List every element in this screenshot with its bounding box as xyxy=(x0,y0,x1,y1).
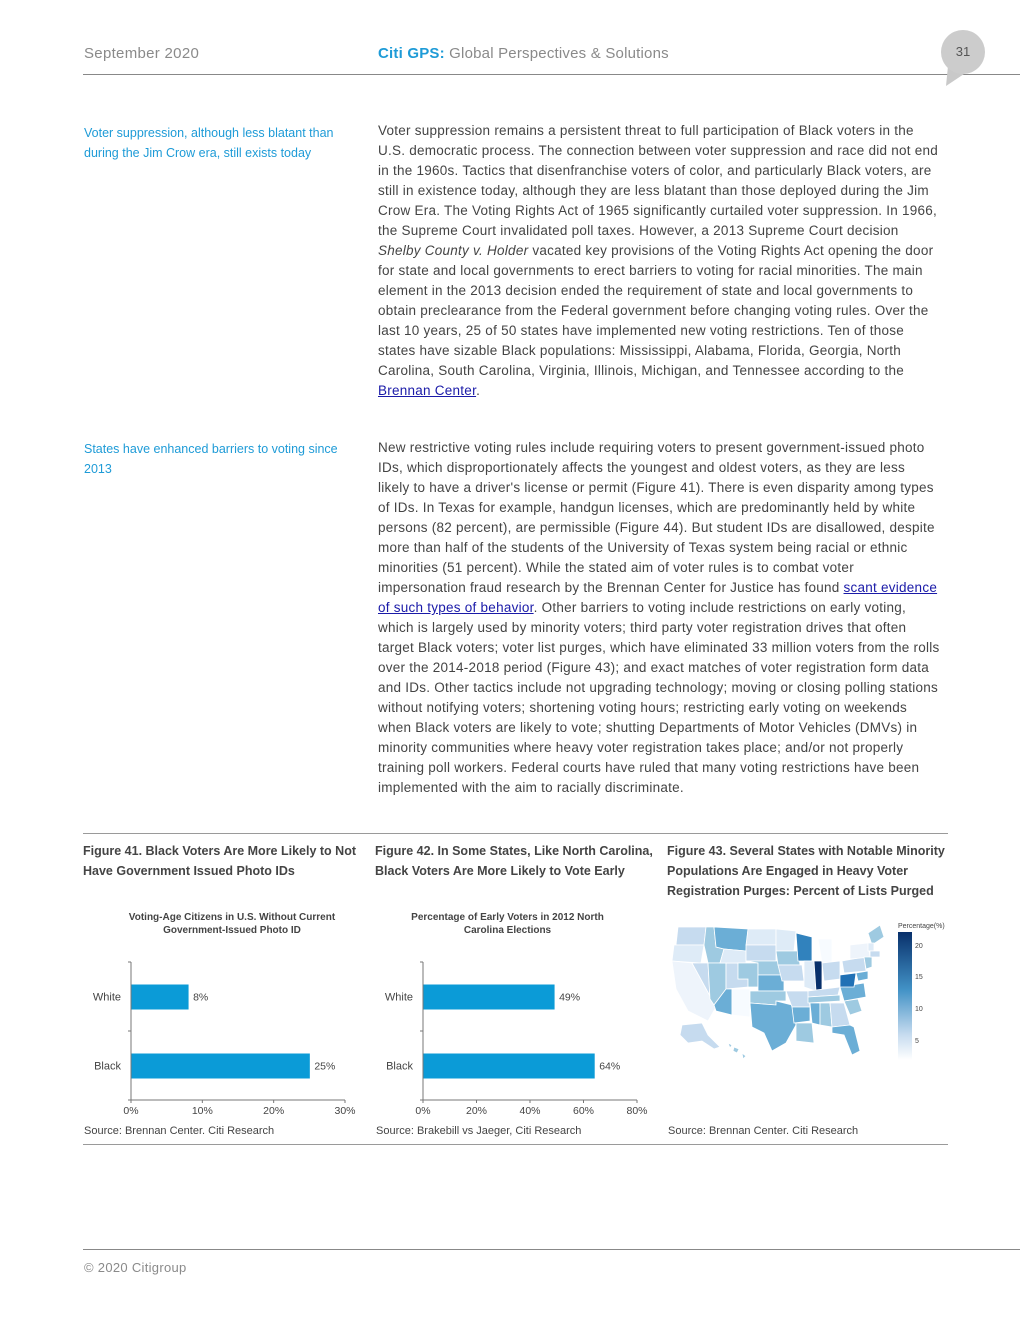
chart-42-bar-black xyxy=(424,1054,595,1079)
para2-text-a: New restrictive voting rules include requiring voters to present government-issued photo IDs, which disproportionately affects the youngest and oldest voters, as they are less likely to have a driver's license or permit (Figure 41). There is even disparity among types of IDs. In Texas for example, handgun licenses, which are predominantly held by white persons (82 percent), are permissible (Figure 44). But student IDs are disallowed, despite more than half of the students of the University of Texas system being racial or ethnic minorities (51 percent). While the stated aim of voter rules is to combat voter impersonation fraud research by the Brennan Center for Justice has found xyxy=(378,440,935,595)
chart-41-x-tick-label: 0% xyxy=(123,1105,139,1115)
chart-41 xyxy=(83,950,368,1115)
chart-42-x-tick-label: 80% xyxy=(626,1105,648,1115)
chart-42-x-tick-label: 20% xyxy=(465,1105,488,1115)
chart-42 xyxy=(375,950,660,1115)
chart-41-title: Voting-Age Citizens in U.S. Without Current Government-Issued Photo ID xyxy=(128,912,336,936)
colorbar-tick-20: 20 xyxy=(915,943,923,950)
chart-42-title: Percentage of Early Voters in 2012 North Carolina Elections xyxy=(411,912,604,936)
chart-42-x-tick-label: 60% xyxy=(572,1105,595,1115)
footer-rule xyxy=(83,1249,1020,1250)
header-date: September 2020 xyxy=(84,45,200,62)
brand-name: Citi GPS: xyxy=(378,45,445,62)
body-paragraph-1 xyxy=(378,121,940,401)
chart-43-map xyxy=(668,915,953,1075)
chart-41-bar-white xyxy=(132,985,189,1010)
figure-42-title: Figure 42. In Some States, Like North Carolina, Black Voters Are More Likely to Vote Early xyxy=(375,844,653,878)
chart-41-x-tick-label: 30% xyxy=(334,1105,356,1115)
chart-41-value-label: 25% xyxy=(314,1060,336,1073)
chart-41-value-label: 8% xyxy=(193,991,209,1004)
chart-42-category-label: Black xyxy=(386,1060,413,1073)
figure-43-title: Figure 43. Several States with Notable Minority Populations Are Engaged in Heavy Voter Registration Purges: Percent of Lists Purged xyxy=(667,844,945,898)
page-number: 31 xyxy=(955,44,971,59)
colorbar-tick-5: 5 xyxy=(915,1038,919,1045)
para1-text-a: Voter suppression remains a persistent threat to full participation of Black voters in the U.S. democratic process. The connection between voter suppression and race did not end in the 1960s. Tactics that disenfranchise voters of color, and particularly Black voters, are still in existence today, although they are less blatant than those deployed during the Jim Crow Era. The Voting Rights Act of 1965 significantly curtailed voter suppression. In 1966, the Supreme Court invalidated poll taxes. However, a 2013 Supreme Court decision xyxy=(378,123,939,238)
chart-42-value-label: 49% xyxy=(559,991,581,1004)
chart-42-x-tick-label: 0% xyxy=(415,1105,431,1115)
case-name: Shelby County v. Holder xyxy=(378,243,529,258)
chart-42-category-label: White xyxy=(384,991,413,1004)
chart-41-x-tick-label: 20% xyxy=(263,1105,285,1115)
figures-bottom-rule xyxy=(83,1144,948,1145)
chart-42-bar-white xyxy=(424,985,555,1010)
chart-42-x-tick-label: 40% xyxy=(519,1105,541,1115)
chart-41-x-tick-label: 10% xyxy=(191,1105,213,1115)
para1-text-c: . xyxy=(476,383,481,398)
figure-43-source: Source: Brennan Center. Citi Research xyxy=(668,1125,859,1137)
figures-top-rule xyxy=(83,833,948,834)
header-brand xyxy=(378,45,669,62)
colorbar-title: Percentage(%) xyxy=(898,923,945,930)
sidenote-barriers: States have enhanced barriers to voting since 2013 xyxy=(84,442,338,476)
page-number-badge xyxy=(940,30,986,88)
footer-copyright: © 2020 Citigroup xyxy=(84,1260,187,1275)
body-paragraph-2 xyxy=(378,438,940,798)
us-map xyxy=(672,925,884,1059)
chart-41-bar-black xyxy=(132,1054,310,1079)
colorbar-tick-15: 15 xyxy=(915,974,923,981)
figure-42-source: Source: Brakebill vs Jaeger, Citi Research xyxy=(376,1125,582,1137)
colorbar-tick-10: 10 xyxy=(915,1006,923,1013)
chart-41-category-label: White xyxy=(92,991,121,1004)
header-rule xyxy=(83,74,1020,75)
scant-evidence-link[interactable]: scant evidence of such types of behavior xyxy=(378,580,938,615)
colorbar xyxy=(898,932,912,1060)
chart-41-category-label: Black xyxy=(94,1060,121,1073)
para2-text-b: . Other barriers to voting include restrictions on early voting, which is largely used by minority voters; third party voter registration drives that often target Black voters; voter list purges, which have eliminated 33 million voters from the rolls over the 2014-2018 period (Figure 43); and exact matches of voter registration form data and IDs. Other tactics include not upgrading technology; moving or closing polling stations without notifying voters; shortening voting hours; restricting early voting on weekends when Black voters are likely to vote; shutting Departments of Motor Vehicles (DMVs) in minority communities where heavy voter registration takes place; and/or not properly training poll workers. Federal courts have ruled that many voting restrictions have been implemented with the aim to racially discriminate. xyxy=(378,600,940,795)
brand-tagline: Global Perspectives & Solutions xyxy=(444,45,669,62)
figure-41-title: Figure 41. Black Voters Are More Likely to Not Have Government Issued Photo IDs xyxy=(83,844,356,878)
figure-41-source: Source: Brennan Center. Citi Research xyxy=(84,1125,275,1137)
brennan-center-link[interactable]: Brennan Center xyxy=(378,383,477,398)
para1-text-b: vacated key provisions of the Voting Rights Act opening the door for state and local governments to erect barriers to voting for racial minorities. The main element in the 2013 decision ended the requirement of state and local governments to obtain preclearance from the Federal government before changing voting rules. Over the last 10 years, 25 of 50 states have implemented new voting restrictions. Ten of those states have sizable Black populations: Mississippi, Alabama, Florida, Georgia, North Carolina, South Carolina, Virginia, Illinois, Michigan, and Tennessee according to the xyxy=(378,243,934,378)
sidenote-voter-suppression: Voter suppression, although less blatant than during the Jim Crow era, still exists today xyxy=(84,126,334,160)
chart-42-value-label: 64% xyxy=(599,1060,621,1073)
